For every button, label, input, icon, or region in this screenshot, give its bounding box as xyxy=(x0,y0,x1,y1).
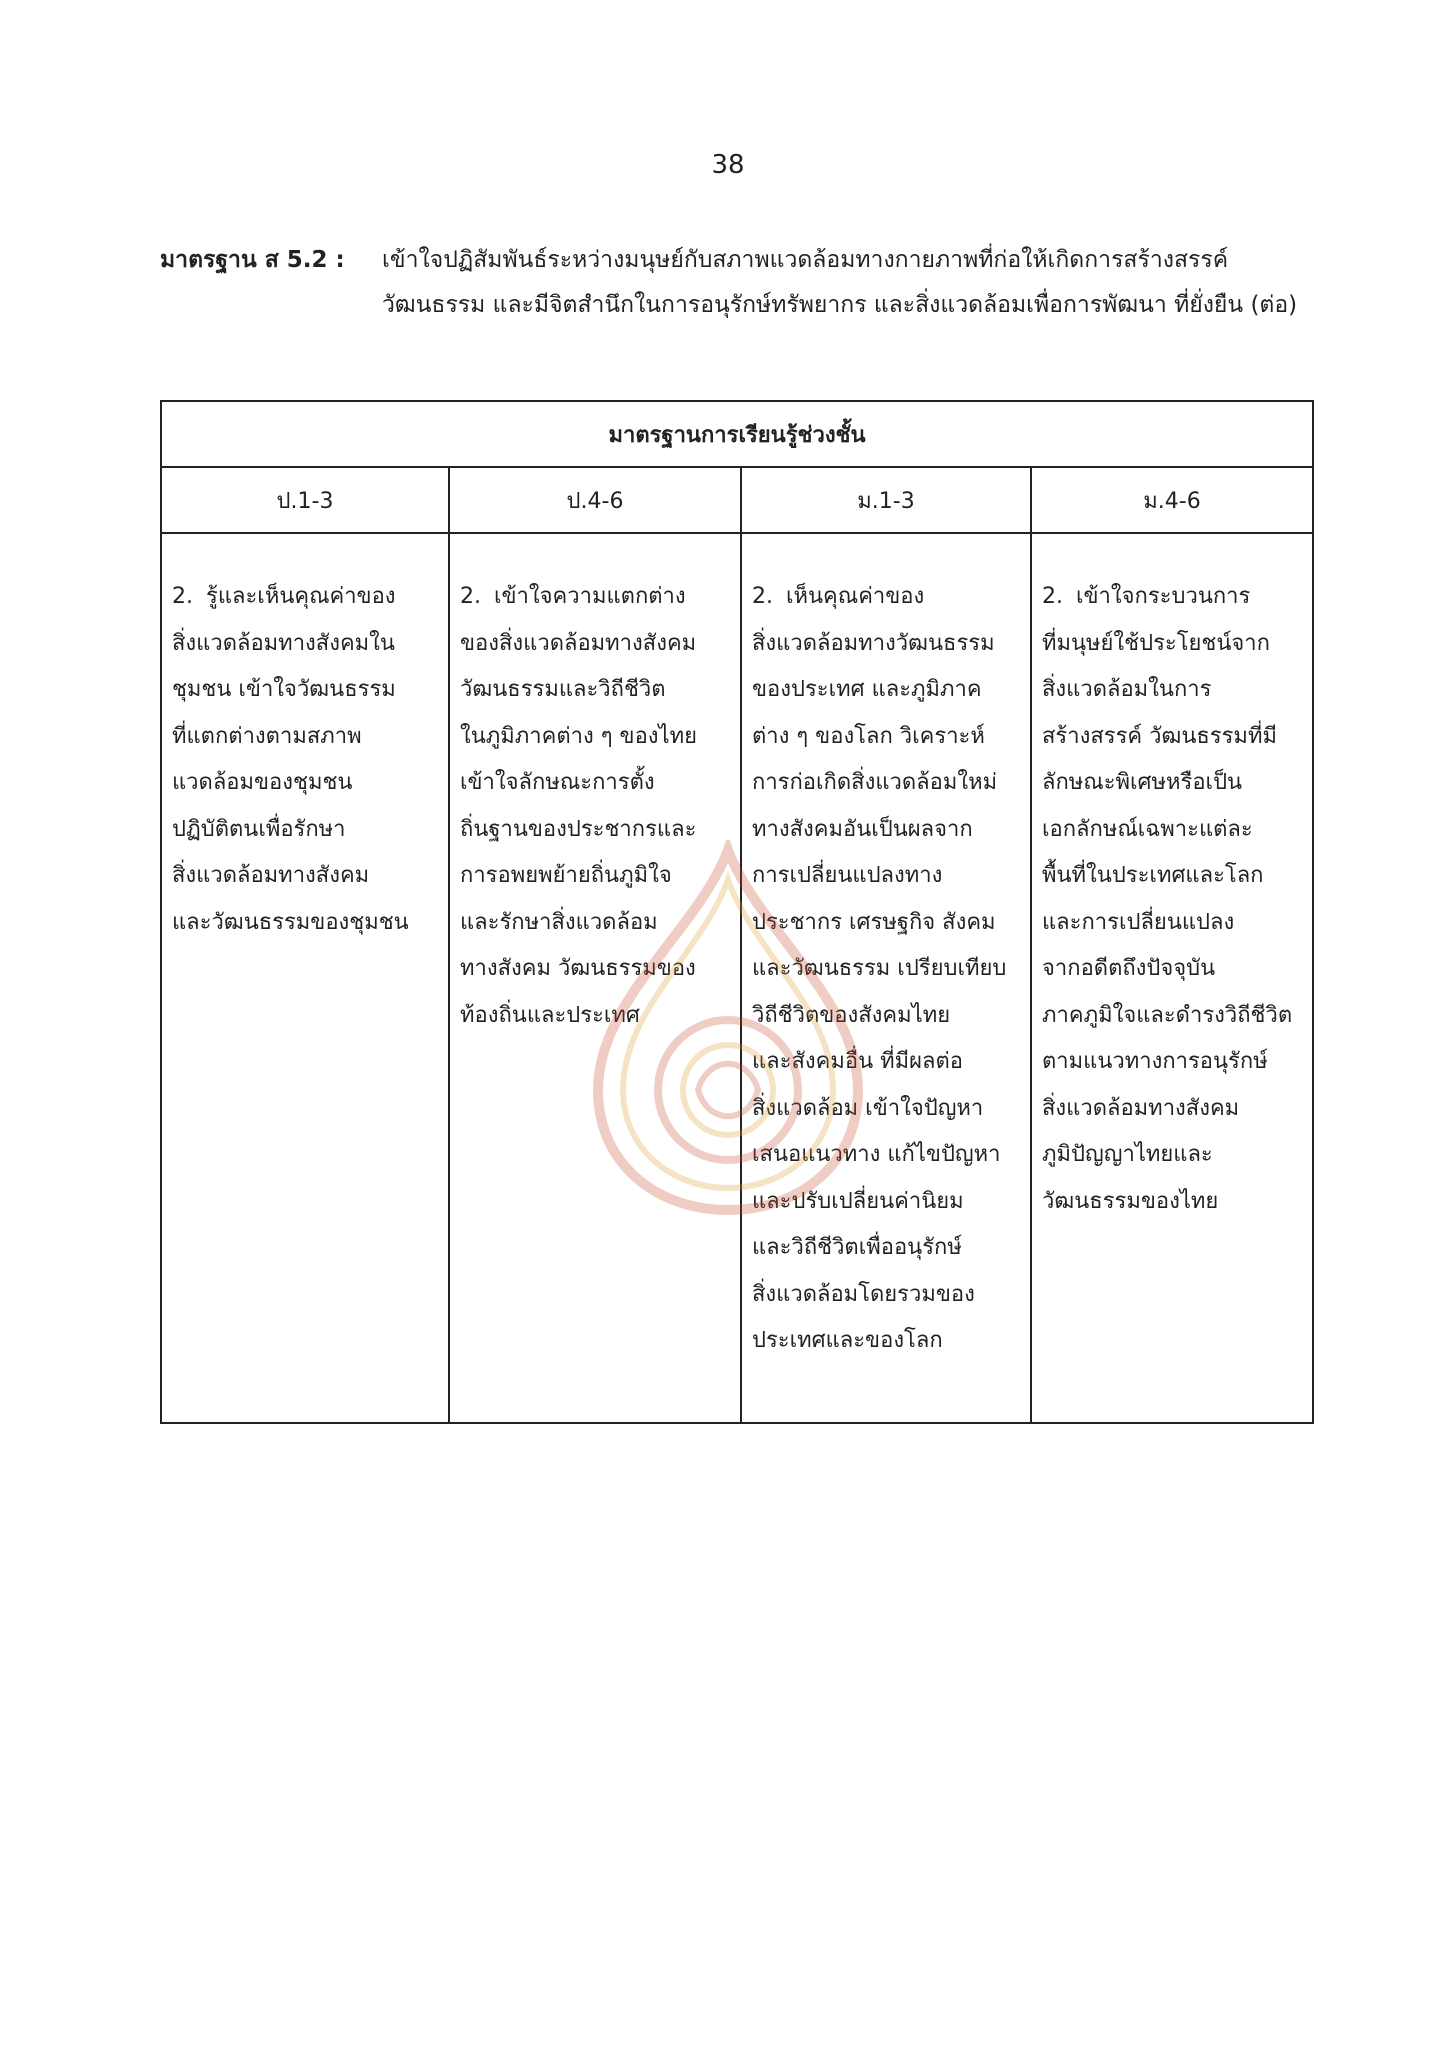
table-title: มาตรฐานการเรียนรู้ช่วงชั้น xyxy=(161,401,1313,467)
cell-text: เข้าใจความแตกต่าง ของสิ่งแวดล้อมทางสังคม วัฒนธรรมและวิถีชีวิต ในภูมิภาคต่าง ๆ ของไทย เข้าใจลักษณะการตั้ง ถิ่นฐานของประชากรและ การอพยพย้ายถิ่นภูมิใจ และรักษาสิ่งแวดล้อม ทางสังคม วัฒนธรรมของ ท้องถิ่นและประเทศ xyxy=(460,584,697,1028)
item-number: 2. xyxy=(752,584,773,609)
table-cell-p1-3 xyxy=(161,533,449,1423)
standard-header xyxy=(160,238,1320,328)
curriculum-standards-table xyxy=(160,400,1314,1424)
item-number: 2. xyxy=(460,584,481,609)
column-header-m4-6: ม.4-6 xyxy=(1031,467,1313,533)
column-header-p4-6: ป.4-6 xyxy=(449,467,741,533)
cell-text: รู้และเห็นคุณค่าของ สิ่งแวดล้อมทางสังคมใน ชุมชน เข้าใจวัฒนธรรม ที่แตกต่างตามสภาพ แวดล้อมของชุมชน ปฏิบัติตนเพื่อรักษา สิ่งแวดล้อมทางสังคม และวัฒนธรรมของชุมชน xyxy=(172,584,409,935)
table-cell-p4-6 xyxy=(449,533,741,1423)
item-number: 2. xyxy=(172,584,193,609)
table-cell-m4-6 xyxy=(1031,533,1313,1423)
table-cell-m1-3 xyxy=(741,533,1031,1423)
column-header-p1-3: ป.1-3 xyxy=(161,467,449,533)
item-number: 2. xyxy=(1042,584,1063,609)
standard-label: มาตรฐาน ส 5.2 : xyxy=(160,247,345,273)
cell-text: เข้าใจกระบวนการ ที่มนุษย์ใช้ประโยชน์จาก สิ่งแวดล้อมในการ สร้างสรรค์ วัฒนธรรมที่มี ลักษณะพิเศษหรือเป็น เอกลักษณ์เฉพาะแต่ละ พื้นที่ในประเทศและโลก และการเปลี่ยนแปลง จากอดีตถึงปัจจุบัน ภาคภูมิใจและดำรงวิถีชีวิต ตามแนวทางการอนุรักษ์ สิ่งแวดล้อมทางสังคม ภูมิปัญญาไทยและ วัฒนธรรมของไทย xyxy=(1042,584,1293,1214)
standard-description: เข้าใจปฏิสัมพันธ์ระหว่างมนุษย์กับสภาพแวดล้อมทางกายภาพที่ก่อให้เกิดการสร้างสรรค์ วัฒนธรรม และมีจิตสำนึกในการอนุรักษ์ทรัพยากร และสิ่งแวดล้อมเพื่อการพัฒนา ที่ยั่งยืน (ต่อ) xyxy=(382,247,1298,318)
cell-text: เห็นคุณค่าของ สิ่งแวดล้อมทางวัฒนธรรม ของประเทศ และภูมิภาค ต่าง ๆ ของโลก วิเคราะห์ การก่อเกิดสิ่งแวดล้อมใหม่ ทางสังคมอันเป็นผลจาก การเปลี่ยนแปลงทาง ประชากร เศรษฐกิจ สังคม และวัฒนธรรม เปรียบเทียบ วิถีชีวิตของสังคมไทย และสังคมอื่น ที่มีผลต่อ สิ่งแวดล้อม เข้าใจปัญหา เสนอแนวทาง แก้ไขปัญหา และปรับเปลี่ยนค่านิยม และวิถีชีวิตเพื่ออนุรักษ์ สิ่งแวดล้อมโดยรวมของ ประเทศและของโลก xyxy=(752,584,1007,1353)
page-number: 38 xyxy=(711,150,745,180)
column-header-m1-3: ม.1-3 xyxy=(741,467,1031,533)
